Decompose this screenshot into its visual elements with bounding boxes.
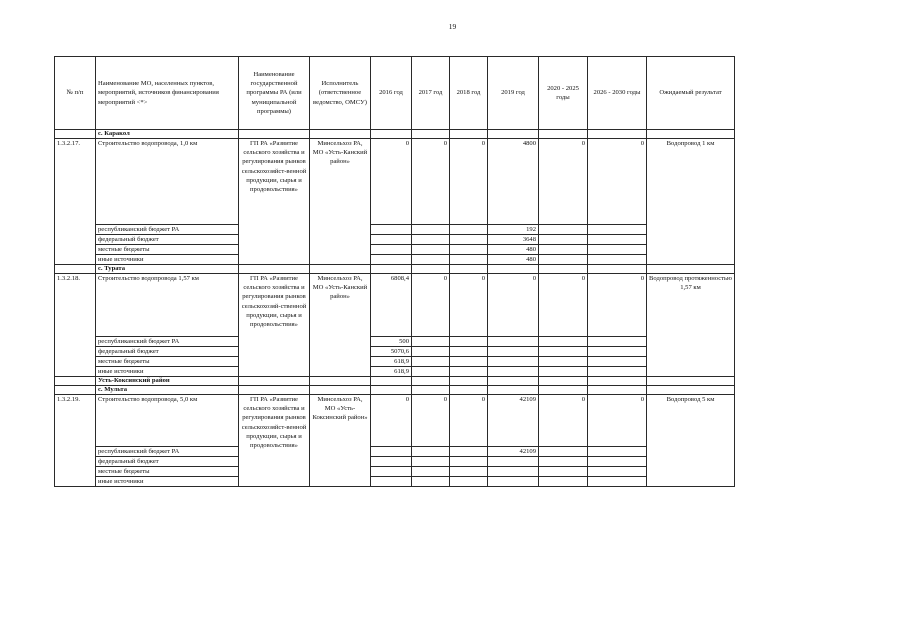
source-row [55, 245, 735, 255]
col-name: Наименование МО, населенных пунктов, мероприятий, источников финансирования мероприятий <*> [96, 57, 239, 130]
source-2016 [371, 225, 412, 235]
source-label: местные бюджеты [96, 245, 239, 255]
project-program: ГП РА «Развитие сельского хозяйства и регулирования рынков сельскохозяй-ственной продукции, сырья и продовольствия» [239, 274, 310, 377]
source-2016: 500 [371, 337, 412, 347]
source-row [55, 467, 735, 477]
source-2016 [371, 235, 412, 245]
source-label: федеральный бюджет [96, 347, 239, 357]
col-2019: 2019 год [488, 57, 539, 130]
source-2019: 3648 [488, 235, 539, 245]
source-2019 [488, 357, 539, 367]
source-label: местные бюджеты [96, 357, 239, 367]
source-2016 [371, 255, 412, 265]
value-2019: 0 [488, 274, 539, 337]
project-name: Строительство водопровода, 1,0 км [96, 139, 239, 225]
source-2019 [488, 337, 539, 347]
source-row [55, 447, 735, 457]
value-2019: 4800 [488, 139, 539, 225]
district-row [55, 377, 735, 386]
project-num: 1.3.2.18. [55, 274, 96, 377]
value-2016: 0 [371, 395, 412, 447]
source-2016 [371, 467, 412, 477]
header-row [55, 57, 735, 130]
project-name: Строительство водопровода 1,57 км [96, 274, 239, 337]
col-2020-2025: 2020 - 2025 годы [539, 57, 588, 130]
col-2026-2030: 2026 - 2030 годы [588, 57, 647, 130]
col-result: Ожидаемый результат [647, 57, 735, 130]
project-num: 1.3.2.17. [55, 139, 96, 265]
value-2020-2025: 0 [539, 274, 588, 337]
col-2018: 2018 год [450, 57, 488, 130]
source-label: местные бюджеты [96, 467, 239, 477]
source-2019: 480 [488, 245, 539, 255]
source-row [55, 457, 735, 467]
value-2020-2025: 0 [539, 395, 588, 447]
col-executor: Исполнитель (ответственное ведомство, ОМСУ) [310, 57, 371, 130]
value-2018: 0 [450, 139, 488, 225]
source-2019 [488, 457, 539, 467]
value-2026-2030: 0 [588, 395, 647, 447]
source-row [55, 477, 735, 487]
project-name: Строительство водопровода, 5,0 км [96, 395, 239, 447]
source-label: иные источники [96, 477, 239, 487]
project-row [55, 395, 735, 447]
section-row [55, 130, 735, 139]
budget-table [54, 56, 735, 487]
source-2016: 5070,6 [371, 347, 412, 357]
project-executor: Минсельхоз РА, МО «Усть-Коксинский район» [310, 395, 371, 487]
source-row [55, 347, 735, 357]
source-2016 [371, 477, 412, 487]
project-executor: Минсельхоз РА, МО «Усть-Канский район» [310, 274, 371, 377]
source-2019 [488, 467, 539, 477]
section-title: с. Турата [96, 265, 239, 274]
source-2019: 192 [488, 225, 539, 235]
value-2016: 0 [371, 139, 412, 225]
source-2016 [371, 457, 412, 467]
project-num: 1.3.2.19. [55, 395, 96, 487]
source-label: республиканский бюджет РА [96, 447, 239, 457]
project-program: ГП РА «Развитие сельского хозяйства и регулирования рынков сельскохозяйст-венной продукции, сырья и продовольствия» [239, 139, 310, 265]
source-label: республиканский бюджет РА [96, 225, 239, 235]
col-num: № п/п [55, 57, 96, 130]
source-2019: 480 [488, 255, 539, 265]
section-title: с. Мульта [96, 386, 239, 395]
value-2020-2025: 0 [539, 139, 588, 225]
source-row [55, 357, 735, 367]
source-row [55, 255, 735, 265]
source-row [55, 235, 735, 245]
project-row [55, 139, 735, 225]
value-2019: 42109 [488, 395, 539, 447]
source-label: республиканский бюджет РА [96, 337, 239, 347]
value-2016: 6808,4 [371, 274, 412, 337]
source-2019 [488, 477, 539, 487]
value-2026-2030: 0 [588, 139, 647, 225]
source-2016: 618,9 [371, 367, 412, 377]
source-2019 [488, 347, 539, 357]
section-title: с. Каракол [96, 130, 239, 139]
col-program: Наименование государственной программы РА (или муниципальной программы) [239, 57, 310, 130]
source-row [55, 337, 735, 347]
project-result: Водопровод 5 км [647, 395, 735, 487]
col-2016: 2016 год [371, 57, 412, 130]
project-program: ГП РА «Развитие сельского хозяйства и регулирования рынков сельскохозяйст-венной продукции, сырья и продовольствия» [239, 395, 310, 487]
source-2016: 618,9 [371, 357, 412, 367]
source-2016 [371, 245, 412, 255]
project-result: Водопровод протяженностью 1,57 км [647, 274, 735, 377]
value-2017: 0 [412, 395, 450, 447]
value-2018: 0 [450, 395, 488, 447]
page-number: 19 [448, 22, 457, 31]
source-label: федеральный бюджет [96, 457, 239, 467]
section-row [55, 386, 735, 395]
project-row [55, 274, 735, 337]
source-2019 [488, 367, 539, 377]
source-row [55, 225, 735, 235]
source-label: федеральный бюджет [96, 235, 239, 245]
col-2017: 2017 год [412, 57, 450, 130]
source-2019: 42109 [488, 447, 539, 457]
value-2018: 0 [450, 274, 488, 337]
project-executor: Минсельхоз РА, МО «Усть-Канский район» [310, 139, 371, 265]
source-row [55, 367, 735, 377]
section-row [55, 265, 735, 274]
source-2016 [371, 447, 412, 457]
district-title: Усть-Коксинский район [96, 377, 239, 386]
source-label: иные источники [96, 255, 239, 265]
value-2017: 0 [412, 274, 450, 337]
project-result: Водопровод 1 км [647, 139, 735, 265]
source-label: иные источники [96, 367, 239, 377]
value-2026-2030: 0 [588, 274, 647, 337]
value-2017: 0 [412, 139, 450, 225]
